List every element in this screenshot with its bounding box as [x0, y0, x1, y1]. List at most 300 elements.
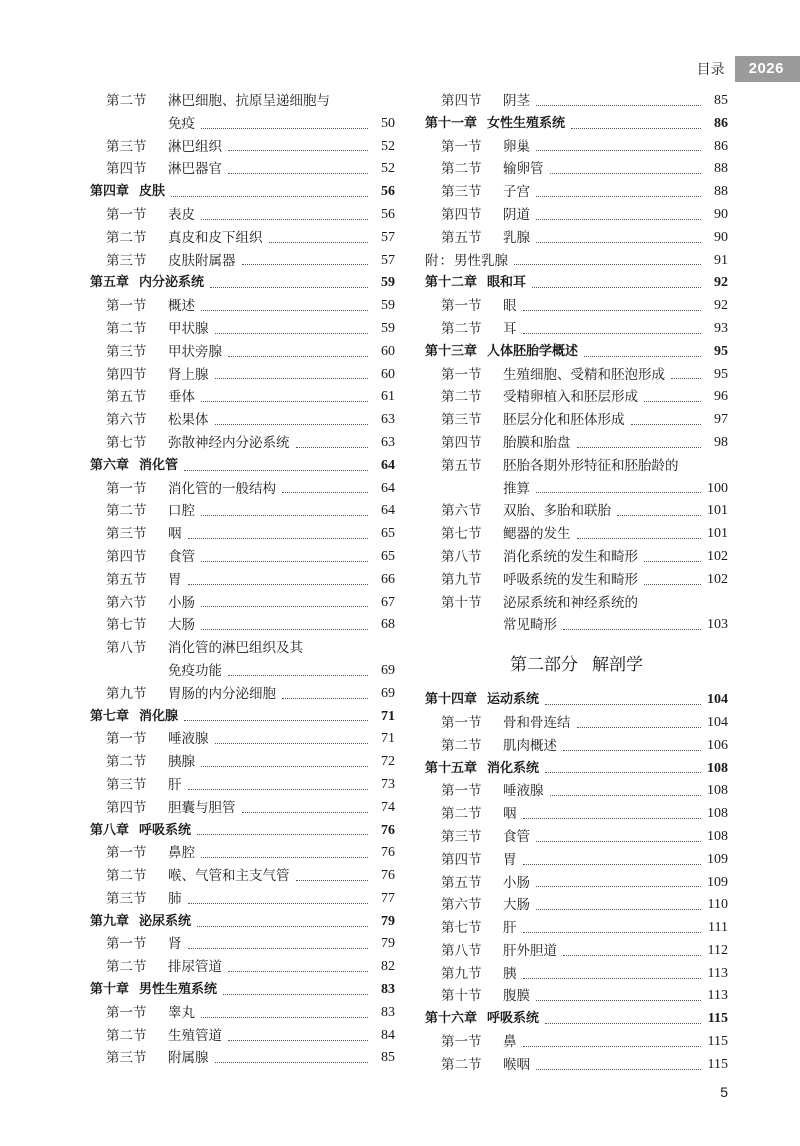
entry-label: 第八节 [106, 640, 147, 657]
dot-leader [215, 743, 369, 744]
entry-page-number: 111 [708, 920, 728, 936]
entry-title: 消化管的淋巴组织及其 [168, 640, 303, 657]
entry-title: 垂体 [168, 389, 195, 406]
toc-section-entry[interactable] [90, 295, 395, 318]
entry-page-number: 60 [381, 366, 395, 382]
dot-leader [201, 606, 368, 607]
entry-label: 第一节 [106, 1004, 147, 1021]
toc-section-entry[interactable] [425, 523, 728, 546]
entry-title: 消化系统 [487, 760, 540, 776]
toc-section-entry[interactable] [90, 569, 395, 592]
toc-section-entry[interactable] [425, 364, 728, 387]
entry-label: 第四节 [441, 434, 482, 451]
toc-section-entry[interactable] [90, 1047, 395, 1070]
toc-section-entry[interactable] [425, 158, 728, 181]
dot-leader [184, 720, 368, 721]
entry-page-number: 95 [714, 366, 728, 382]
entry-page-number: 59 [381, 320, 395, 336]
entry-title: 胃肠的内分泌细胞 [168, 685, 276, 702]
toc-chapter-entry[interactable] [90, 820, 395, 843]
entry-page-number: 59 [381, 298, 395, 314]
dot-leader [201, 766, 368, 767]
toc-chapter-entry[interactable] [90, 272, 395, 295]
toc-section-entry[interactable] [90, 204, 395, 227]
entry-label: 第九节 [441, 571, 482, 588]
dot-leader [188, 789, 369, 790]
dot-leader [242, 264, 369, 265]
dot-leader [210, 287, 368, 288]
toc-section-entry[interactable] [425, 826, 728, 849]
entry-page-number: 71 [381, 708, 395, 724]
dot-leader [523, 978, 702, 979]
entry-page-number: 102 [707, 548, 728, 564]
entry-title: 生殖管道 [168, 1027, 222, 1044]
entry-label: 第一节 [106, 936, 147, 953]
toc-chapter-entry[interactable] [90, 706, 395, 729]
entry-title: 大肠 [168, 617, 195, 634]
toc-section-entry[interactable] [425, 872, 728, 895]
toc-section-entry[interactable] [425, 90, 728, 113]
toc-section-entry[interactable] [425, 735, 728, 758]
toc-chapter-entry[interactable] [425, 341, 728, 364]
dot-leader [188, 903, 369, 904]
entry-label: 第三节 [106, 776, 147, 793]
header-title: 目录 [696, 62, 725, 78]
toc-section-entry[interactable] [90, 774, 395, 797]
toc-section-entry[interactable] [90, 478, 395, 501]
toc-chapter-entry[interactable] [90, 181, 395, 204]
entry-title: 阴茎 [503, 93, 530, 109]
toc-section-entry[interactable] [90, 1002, 395, 1025]
entry-title: 喉、气管和主支气管 [168, 868, 290, 885]
entry-title: 卵巢 [503, 138, 530, 155]
entry-page-number: 65 [381, 548, 395, 564]
toc-section-entry[interactable] [425, 712, 728, 735]
entry-page-number: 72 [381, 754, 395, 770]
toc-section-entry[interactable] [425, 500, 728, 523]
toc-section-entry[interactable] [425, 546, 728, 569]
entry-title: 运动系统 [487, 692, 540, 708]
toc-section-entry[interactable] [90, 751, 395, 774]
entry-label: 第一节 [441, 783, 482, 800]
toc-entry-continuation[interactable] [425, 478, 728, 501]
toc-chapter-entry[interactable] [90, 911, 395, 934]
dot-leader [584, 356, 701, 357]
entry-title: 消化管 [139, 457, 179, 473]
dot-leader [671, 378, 701, 379]
dot-leader [536, 196, 701, 197]
entry-title: 乳腺 [503, 229, 530, 246]
entry-page-number: 115 [707, 1034, 728, 1050]
dot-leader [514, 264, 701, 265]
toc-section-entry[interactable] [425, 780, 728, 803]
toc-section-entry[interactable] [425, 432, 728, 455]
entry-page-number: 64 [381, 480, 395, 496]
entry-label: 第三节 [106, 890, 147, 907]
entry-title: 皮肤 [139, 184, 166, 200]
entry-label: 第三节 [106, 343, 147, 360]
entry-label: 第四节 [106, 799, 147, 816]
entry-label: 第二节 [106, 229, 147, 246]
toc-section-entry[interactable] [90, 728, 395, 751]
toc-section-entry[interactable] [90, 865, 395, 888]
entry-title: 消化腺 [139, 708, 179, 724]
toc-chapter-entry[interactable] [425, 758, 728, 781]
entry-label: 第十四章 [425, 692, 478, 708]
entry-title: 淋巴器官 [168, 161, 222, 178]
entry-label: 第二节 [441, 1056, 482, 1073]
entry-label: 第七章 [90, 708, 130, 724]
dot-leader [201, 629, 368, 630]
toc-entry-continuation[interactable] [425, 614, 728, 637]
toc-section-entry[interactable] [90, 683, 395, 706]
entry-label: 第二节 [106, 1027, 147, 1044]
entry-title: 免疫 [168, 115, 195, 132]
entry-page-number: 83 [381, 1004, 395, 1020]
entry-title: 肌肉概述 [503, 737, 557, 754]
entry-page-number: 79 [381, 913, 395, 929]
toc-right-column [425, 90, 728, 1077]
entry-page-number: 103 [707, 617, 728, 633]
dot-leader [215, 333, 369, 334]
dot-leader [563, 629, 701, 630]
entry-label: 第一节 [106, 731, 147, 748]
entry-title: 真皮和皮下组织 [168, 229, 263, 246]
entry-title: 输卵管 [503, 161, 544, 178]
dot-leader [577, 538, 702, 539]
entry-page-number: 96 [714, 389, 728, 405]
entry-label: 第一节 [106, 845, 147, 862]
entry-page-number: 110 [707, 897, 728, 913]
dot-leader [536, 219, 701, 220]
toc-chapter-entry[interactable] [90, 455, 395, 478]
entry-page-number: 85 [381, 1050, 395, 1066]
dot-leader [184, 470, 368, 471]
entry-label: 第一节 [106, 298, 147, 315]
toc-section-entry[interactable] [425, 985, 728, 1008]
dot-leader [545, 1023, 701, 1024]
toc-section-entry[interactable] [425, 592, 728, 615]
entry-page-number: 106 [707, 737, 728, 753]
entry-page-number: 93 [714, 320, 728, 336]
entry-page-number: 76 [381, 845, 395, 861]
toc-entry-continuation[interactable] [90, 113, 395, 136]
toc-section-entry[interactable] [425, 136, 728, 159]
entry-label: 第十三章 [425, 343, 478, 359]
dot-leader [563, 955, 701, 956]
dot-leader [197, 926, 368, 927]
entry-title: 肝 [168, 776, 182, 793]
entry-page-number: 91 [714, 252, 728, 268]
toc-section-entry[interactable] [90, 888, 395, 911]
entry-label: 第九节 [106, 685, 147, 702]
toc-section-entry[interactable] [90, 842, 395, 865]
toc-section-entry[interactable] [425, 455, 728, 478]
dot-leader [536, 150, 701, 151]
toc-section-entry[interactable] [425, 386, 728, 409]
toc-section-entry[interactable] [425, 1054, 728, 1077]
toc-section-entry[interactable] [425, 569, 728, 592]
entry-label: 第三节 [441, 828, 482, 845]
entry-page-number: 83 [381, 982, 395, 998]
entry-title: 泌尿系统 [139, 913, 192, 929]
dot-leader [282, 492, 368, 493]
entry-page-number: 77 [381, 890, 395, 906]
entry-title: 女性生殖系统 [487, 115, 566, 131]
toc-section-entry[interactable] [425, 894, 728, 917]
toc-section-entry[interactable] [90, 933, 395, 956]
entry-page-number: 108 [707, 828, 728, 844]
toc-section-entry[interactable] [90, 546, 395, 569]
dot-leader [296, 447, 369, 448]
entry-label: 第四节 [441, 851, 482, 868]
toc-section-entry[interactable] [90, 592, 395, 615]
dot-leader [577, 727, 702, 728]
entry-title: 喉咽 [503, 1056, 530, 1073]
toc-section-entry[interactable] [425, 181, 728, 204]
entry-page-number: 101 [707, 503, 728, 519]
entry-page-number: 108 [707, 806, 728, 822]
dot-leader [644, 401, 701, 402]
dot-leader [171, 196, 368, 197]
toc-section-entry[interactable] [425, 917, 728, 940]
entry-title: 松果体 [168, 412, 209, 429]
dot-leader [536, 105, 701, 106]
entry-page-number: 76 [381, 822, 395, 838]
toc-section-entry[interactable] [90, 797, 395, 820]
entry-title: 弥散神经内分泌系统 [168, 434, 290, 451]
toc-section-entry[interactable] [425, 940, 728, 963]
toc-section-entry[interactable] [90, 614, 395, 637]
header-year-badge: 2026 [735, 56, 800, 82]
dot-leader [550, 795, 702, 796]
entry-label: 第六章 [90, 457, 130, 473]
dot-leader [536, 841, 701, 842]
entry-title: 呼吸系统 [139, 822, 192, 838]
toc-chapter-entry[interactable] [425, 272, 728, 295]
entry-label: 第二节 [441, 806, 482, 823]
entry-title: 消化管的一般结构 [168, 480, 276, 497]
entry-page-number: 112 [707, 942, 728, 958]
entry-page-number: 63 [381, 434, 395, 450]
entry-label: 第三节 [106, 252, 147, 269]
toc-section-entry[interactable] [90, 250, 395, 273]
toc-section-entry[interactable] [425, 250, 728, 273]
toc-section-entry[interactable] [90, 227, 395, 250]
entry-page-number: 115 [707, 1056, 728, 1072]
dot-leader [617, 515, 701, 516]
entry-page-number: 59 [381, 275, 395, 291]
entry-page-number: 88 [714, 161, 728, 177]
entry-label: 第二节 [106, 868, 147, 885]
toc-chapter-entry[interactable] [425, 1008, 728, 1031]
toc-section-entry[interactable] [90, 500, 395, 523]
entry-title: 概述 [168, 298, 195, 315]
dot-leader [563, 750, 701, 751]
entry-label: 第三节 [106, 1050, 147, 1067]
entry-title: 免疫功能 [168, 662, 222, 679]
entry-title: 皮肤附属器 [168, 252, 236, 269]
entry-title: 人体胚胎学概述 [487, 343, 579, 359]
entry-title: 鼻 [503, 1034, 517, 1051]
entry-title: 生殖细胞、受精和胚泡形成 [503, 366, 665, 383]
toc-section-entry[interactable] [90, 90, 395, 113]
toc-section-entry[interactable] [425, 295, 728, 318]
entry-label: 第四节 [441, 206, 482, 223]
entry-label: 第六节 [106, 412, 147, 429]
dot-leader [536, 886, 701, 887]
entry-label: 第七节 [441, 920, 482, 937]
entry-label: 第四节 [106, 366, 147, 383]
toc-section-entry[interactable] [425, 204, 728, 227]
toc-chapter-entry[interactable] [425, 689, 728, 712]
toc-section-entry[interactable] [90, 637, 395, 660]
entry-page-number: 69 [381, 662, 395, 678]
entry-label: 第六节 [106, 594, 147, 611]
dot-leader [188, 538, 369, 539]
toc-section-entry[interactable] [425, 409, 728, 432]
toc-section-entry[interactable] [425, 849, 728, 872]
dot-leader [631, 424, 702, 425]
entry-label: 第二节 [106, 754, 147, 771]
entry-title: 受精卵植入和胚层形成 [503, 389, 638, 406]
entry-page-number: 90 [714, 229, 728, 245]
entry-title: 肾 [168, 936, 182, 953]
dot-leader [201, 561, 368, 562]
entry-label: 第三节 [106, 526, 147, 543]
dot-leader [201, 857, 368, 858]
entry-label: 第二节 [441, 389, 482, 406]
toc-left-column [90, 90, 395, 1070]
dot-leader [269, 242, 369, 243]
entry-page-number: 109 [707, 874, 728, 890]
page-header [697, 56, 800, 82]
entry-page-number: 57 [381, 229, 395, 245]
toc-section-entry[interactable] [90, 956, 395, 979]
entry-page-number: 52 [381, 138, 395, 154]
entry-page-number: 64 [381, 457, 395, 473]
dot-leader [215, 424, 369, 425]
entry-page-number: 100 [707, 480, 728, 496]
entry-title: 胎膜和胎盘 [503, 434, 571, 451]
entry-title: 肝 [503, 920, 517, 937]
entry-label: 第九节 [441, 965, 482, 982]
entry-label: 第二节 [106, 320, 147, 337]
page-number: 5 [720, 1084, 728, 1100]
entry-label: 第十六章 [425, 1011, 478, 1027]
entry-label: 第三节 [441, 412, 482, 429]
toc-section-entry[interactable] [90, 1025, 395, 1048]
entry-page-number: 67 [381, 594, 395, 610]
entry-page-number: 108 [707, 783, 728, 799]
dot-leader [188, 948, 369, 949]
entry-page-number: 63 [381, 412, 395, 428]
entry-title: 食管 [503, 828, 530, 845]
dot-leader [215, 378, 369, 379]
entry-title: 肝外胆道 [503, 942, 557, 959]
entry-page-number: 65 [381, 526, 395, 542]
toc-section-entry[interactable] [90, 136, 395, 159]
entry-title: 胆囊与胆管 [168, 799, 236, 816]
toc-section-entry[interactable] [425, 318, 728, 341]
toc-chapter-entry[interactable] [425, 113, 728, 136]
entry-title: 呼吸系统的发生和畸形 [503, 571, 638, 588]
toc-entry-continuation[interactable] [90, 660, 395, 683]
dot-leader [577, 447, 702, 448]
dot-leader [201, 1017, 368, 1018]
toc-section-entry[interactable] [90, 341, 395, 364]
dot-leader [536, 242, 701, 243]
entry-title: 肾上腺 [168, 366, 209, 383]
entry-label: 第一节 [441, 298, 482, 315]
dot-leader [523, 818, 702, 819]
entry-title: 咽 [503, 806, 517, 823]
toc-section-entry[interactable] [425, 803, 728, 826]
entry-title: 胚胎各期外形特征和胚胎龄的 [503, 457, 679, 474]
dot-leader [571, 128, 701, 129]
entry-title: 子宫 [503, 184, 530, 201]
dot-leader [523, 310, 702, 311]
toc-section-entry[interactable] [425, 1031, 728, 1054]
entry-page-number: 79 [381, 936, 395, 952]
toc-section-entry[interactable] [90, 523, 395, 546]
toc-chapter-entry[interactable] [90, 979, 395, 1002]
entry-label: 第五节 [441, 229, 482, 246]
entry-page-number: 66 [381, 571, 395, 587]
entry-title: 甲状旁腺 [168, 343, 222, 360]
entry-page-number: 52 [381, 161, 395, 177]
dot-leader [282, 698, 368, 699]
entry-label: 第六节 [441, 503, 482, 520]
entry-title: 食管 [168, 548, 195, 565]
toc-section-entry[interactable] [425, 963, 728, 986]
entry-title: 男性乳腺 [454, 252, 508, 269]
entry-title: 胰腺 [168, 754, 195, 771]
toc-section-entry[interactable] [90, 364, 395, 387]
entry-title: 耳 [503, 320, 517, 337]
entry-page-number: 109 [707, 851, 728, 867]
entry-page-number: 74 [381, 799, 395, 815]
entry-page-number: 97 [714, 412, 728, 428]
entry-page-number: 104 [707, 714, 728, 730]
entry-page-number: 113 [707, 988, 728, 1004]
entry-title: 鳃器的发生 [503, 526, 571, 543]
toc-section-entry[interactable] [90, 386, 395, 409]
toc-section-entry[interactable] [90, 158, 395, 181]
toc-section-entry[interactable] [90, 409, 395, 432]
entry-title: 腹膜 [503, 988, 530, 1005]
entry-page-number: 101 [707, 526, 728, 542]
entry-page-number: 92 [714, 275, 728, 291]
toc-section-entry[interactable] [425, 227, 728, 250]
entry-label: 第一节 [106, 480, 147, 497]
entry-label: 第八章 [90, 822, 130, 838]
entry-label: 第二节 [106, 959, 147, 976]
entry-title: 阴道 [503, 206, 530, 223]
entry-label: 第二节 [441, 320, 482, 337]
toc-section-entry[interactable] [90, 318, 395, 341]
entry-title: 口腔 [168, 503, 195, 520]
entry-label: 附： [425, 252, 454, 269]
dot-leader [523, 333, 702, 334]
toc-section-entry[interactable] [90, 432, 395, 455]
entry-label: 第十一章 [425, 115, 478, 131]
entry-page-number: 88 [714, 184, 728, 200]
entry-title: 淋巴组织 [168, 138, 222, 155]
entry-page-number: 57 [381, 252, 395, 268]
entry-title: 男性生殖系统 [139, 982, 218, 998]
entry-label: 第五节 [106, 389, 147, 406]
